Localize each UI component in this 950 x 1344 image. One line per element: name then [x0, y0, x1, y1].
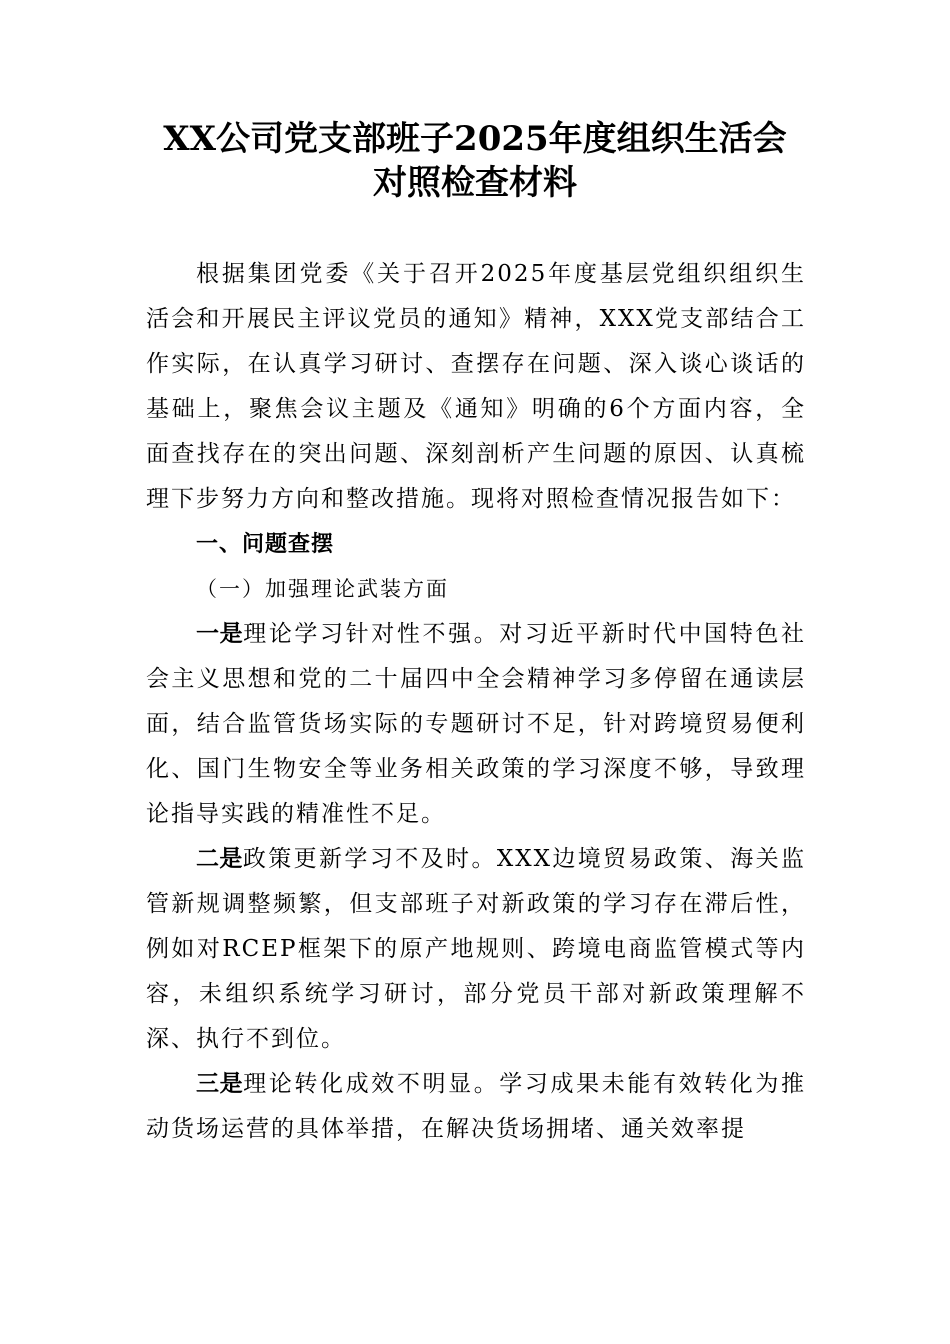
point-paragraph-3 — [146, 1062, 806, 1152]
document-title-line1: XX公司党支部班子2025年度组织生活会 — [163, 119, 787, 159]
point-text-1: 理论学习针对性不强。对习近平新时代中国特色社会主义思想和党的二十届四中全会精神学习多停留在通读层面，结合监管货场实际的专题研讨不足，针对跨境贸易便利化、国门生物安全等业务相关政策的学习深度不够，导致理论指导实践的精准性不足。 — [146, 621, 807, 827]
document-title-line2: 对照检查材料 — [373, 163, 577, 203]
subsection-heading-theory: （一）加强理论武装方面 — [196, 577, 449, 601]
point-lead-2: 二是 — [196, 846, 243, 872]
document-body — [146, 252, 806, 1152]
point-text-2: 政策更新学习不及时。XXX边境贸易政策、海关监管新规调整频繁，但支部班子对新政策的学习存在滞后性，例如对RCEP框架下的原产地规则、跨境电商监管模式等内容，未组织系统学习研讨，部分党员干部对新政策理解不深、执行不到位。 — [146, 846, 807, 1052]
point-paragraph-1 — [146, 612, 806, 837]
point-text-3: 理论转化成效不明显。学习成果未能有效转化为推动货场运营的具体举措，在解决货场拥堵、通关效率提 — [146, 1071, 807, 1142]
point-lead-3: 三是 — [196, 1071, 244, 1097]
intro-paragraph: 根据集团党委《关于召开2025年度基层党组织组织生活会和开展民主评议党员的通知》精神，XXX党支部结合工作实际，在认真学习研讨、查摆存在问题、深入谈心谈话的基础上，聚焦会议主题及《通知》明确的6个方面内容，全面查找存在的突出问题、深刻剖析产生问题的原因、认真梳理下步努力方向和整改措施。现将对照检查情况报告如下： — [146, 261, 806, 512]
section-heading-problems: 一、问题查摆 — [196, 532, 335, 557]
point-lead-1: 一是 — [196, 621, 244, 647]
point-paragraph-2 — [146, 837, 806, 1062]
